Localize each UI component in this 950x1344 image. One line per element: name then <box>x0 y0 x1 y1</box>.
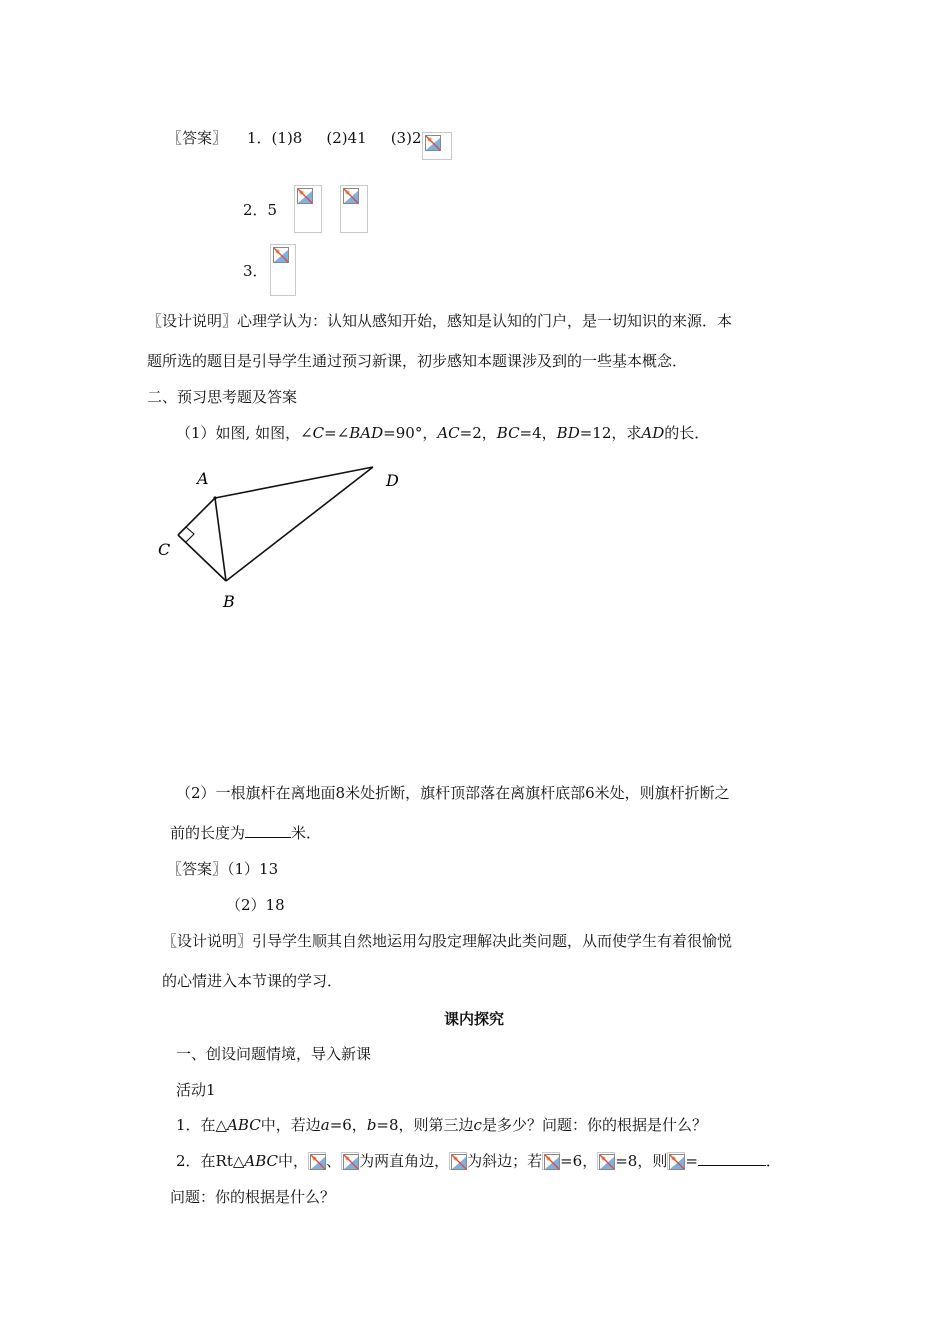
activity-question-1: 1．在△ABC中，若边a=6，b=8，则第三边c是多少？问题：你的根据是什么？ <box>176 1116 707 1134</box>
label-c: C <box>158 540 171 559</box>
activity-question-2: 2．在Rt△ABC中， 、 为两直角边， 为斜边；若 =6， =8，则 = ． <box>176 1152 781 1170</box>
segment-ab <box>215 498 226 581</box>
question-2-line-1: （2）一根旗杆在离地面8米处折断，旗杆顶部落在离旗杆底部6米处，则旗杆折断之 <box>176 784 730 802</box>
answer-blank <box>698 1151 766 1166</box>
image-placeholder-icon <box>667 1152 685 1170</box>
image-placeholder-icon <box>294 185 322 233</box>
section-title-in-class: 课内探究 <box>444 1010 505 1028</box>
image-placeholder-icon <box>422 132 452 160</box>
right-angle-mark <box>186 527 194 542</box>
answer-3: 3． <box>243 262 268 280</box>
answer-1-2: (2)41 <box>326 129 367 147</box>
label-d: D <box>386 471 399 490</box>
answer-blank <box>245 823 291 838</box>
answer-line-2 <box>243 200 277 220</box>
image-placeholder-icon <box>308 1152 326 1170</box>
geometry-figure <box>150 460 410 620</box>
label-b: B <box>223 592 235 611</box>
activity-label: 活动1 <box>176 1081 216 1099</box>
answer-line-1 <box>167 128 452 160</box>
design-note-2-line-2: 的心情进入本节课的学习． <box>162 972 343 990</box>
design-note-1-line-1: 〖设计说明〗心理学认为：认知从感知开始，感知是认知的门户，是一切知识的来源．本 <box>147 312 733 330</box>
segment-cb <box>178 535 226 581</box>
answer-1-3: (3)2 <box>390 129 422 147</box>
segment-ad <box>215 467 373 498</box>
image-placeholder-icon <box>341 1152 359 1170</box>
answer-tag: 〖答案〗 <box>167 129 228 147</box>
image-placeholder-icon <box>542 1152 560 1170</box>
segment-ac <box>178 498 215 535</box>
answer-line-3 <box>243 261 268 281</box>
answer-1-1: 1．(1)8 <box>247 129 303 147</box>
question-1: （1）如图, 如图，∠C=∠BAD=90°，AC=2，BC=4，BD=12，求AD的长． <box>176 424 710 442</box>
image-placeholder-icon <box>340 185 368 233</box>
image-placeholder-icon <box>449 1152 467 1170</box>
design-note-2-line-1: 〖设计说明〗引导学生顺其自然地运用勾股定理解决此类问题，从而使学生有着很愉悦 <box>162 932 733 950</box>
part-1-title: 一、创设问题情境，导入新课 <box>176 1045 372 1063</box>
question-2-line-2: 前的长度为 米． <box>170 824 322 842</box>
answer-2-line-1: 〖答案〗（1）13 <box>167 860 279 878</box>
design-note-1-line-2: 题所选的题目是引导学生通过预习新课，初步感知本题课涉及到的一些基本概念． <box>147 352 688 370</box>
image-placeholder-icon <box>270 244 296 296</box>
vertex-a <box>213 496 216 499</box>
label-a: A <box>197 469 209 488</box>
segment-db <box>226 467 373 581</box>
activity-question-3: 问题：你的根据是什么？ <box>170 1188 336 1206</box>
section-2-title: 二、预习思考题及答案 <box>147 388 298 406</box>
image-placeholder-icon <box>597 1152 615 1170</box>
answer-2: 2．5 <box>243 201 278 219</box>
answer-2-line-2: （2）18 <box>226 896 285 914</box>
